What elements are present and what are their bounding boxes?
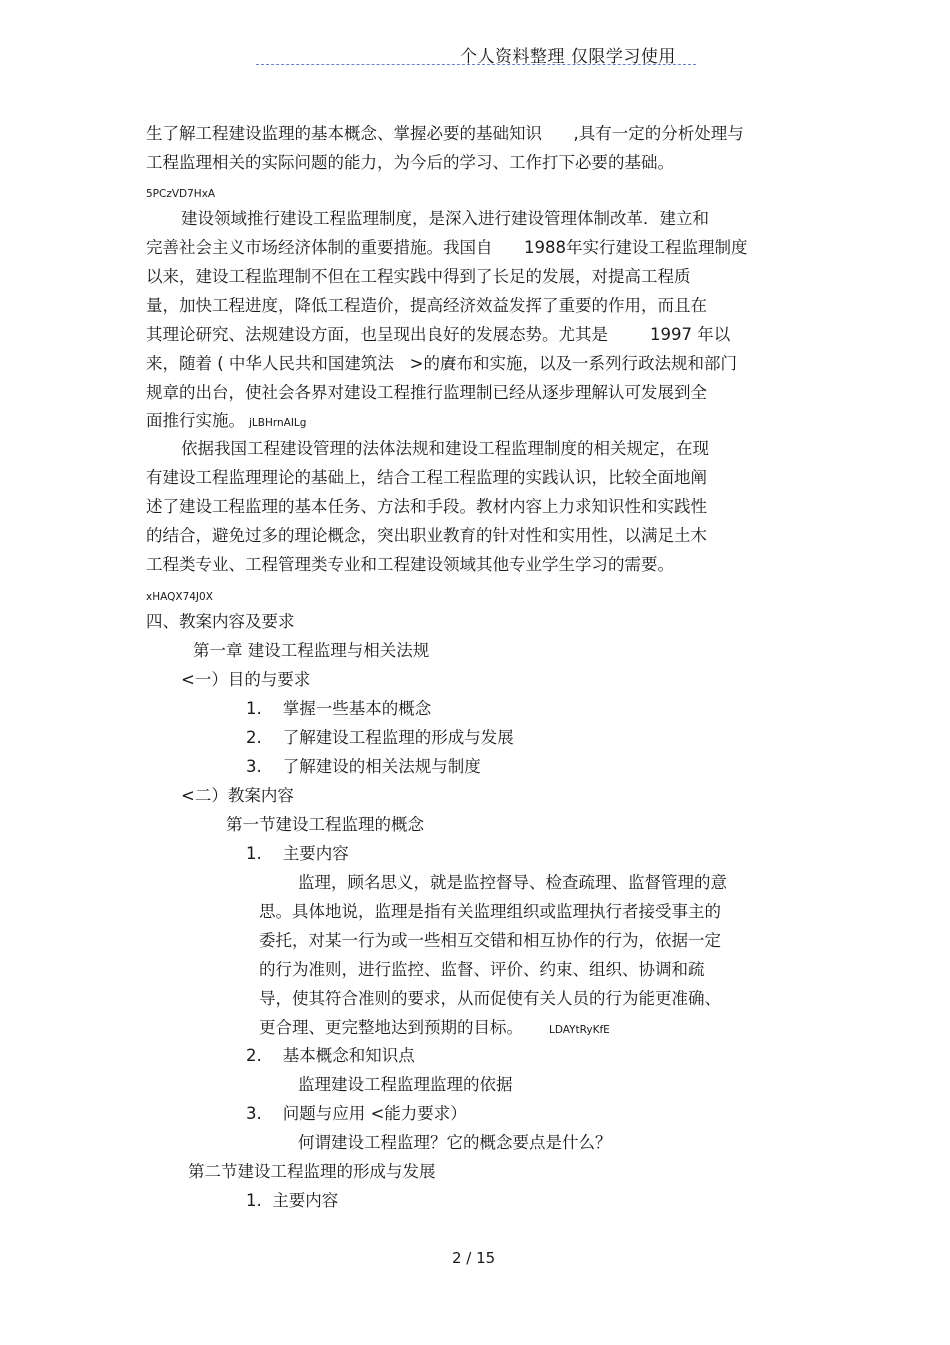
code-tag: 5PCzVD7HxA [146,188,216,200]
code-tag: xHAQX74J0X [146,591,213,603]
list-item: 2. 基本概念和知识点 [246,1046,415,1065]
text-line: 其理论研究、法规建设方面，也呈现出良好的发展态势。尤其是 1997 年以 [146,325,731,344]
list-item: 3. 了解建设的相关法规与制度 [246,757,481,776]
text-line [146,411,306,433]
text-line: 导，使其符合准则的要求，从而促使有关人员的行为能更准确、 [259,989,721,1008]
code-tag: jLBHrnAILg [249,417,307,429]
list-item: 1. 主要内容 [246,844,349,863]
text-line: 的行为准则，进行监控、监督、评价、约束、组织、协调和疏 [259,960,705,979]
page-number: 2 / 15 [452,1249,496,1267]
section-title: 第二节建设工程监理的形成与发展 [188,1162,436,1181]
text-line: 工程类专业、工程管理类专业和工程建设领域其他专业学生学习的需要。 [146,555,674,574]
text-line-body: 更合理、更完整地达到预期的目标。 [259,1018,523,1037]
page-header: 个人资料整理 仅限学习使用 [460,47,676,67]
subsection-heading: <二）教案内容 [181,786,294,805]
text-line: 思。具体地说，监理是指有关监理组织或监理执行者接受事主的 [259,902,721,921]
text-line: 有建设工程监理理论的基础上，结合工程工程监理的实践认识，比较全面地阐 [146,468,707,487]
subsection-heading: <一）目的与要求 [181,670,311,689]
text-line: 的结合，避免过多的理论概念，突出职业教育的针对性和实用性，以满足土木 [146,526,707,545]
list-item: 1. 掌握一些基本的概念 [246,699,432,718]
code-tag: LDAYtRyKfE [549,1024,610,1036]
section-heading: 四、教案内容及要求 [146,612,295,631]
text-line: 以来，建设工程监理制不但在工程实践中得到了长足的发展，对提高工程质 [146,267,691,286]
text-line: 监理建设工程监理监理的依据 [298,1075,513,1094]
text-line: 来，随着 ( 中华人民共和国建筑法 >的賡布和实施，以及一系列行政法规和部门 [146,354,737,373]
list-item: 3. 问题与应用 <能力要求） [246,1104,467,1123]
text-line: 述了建设工程监理的基本任务、方法和手段。教材内容上力求知识性和实践性 [146,497,707,516]
text-line: 何谓建设工程监理？它的概念要点是什么？ [298,1133,612,1152]
text-line: 建设领域推行建设工程监理制度，是深入进行建设管理体制改革．建立和 [181,209,709,228]
text-line: 量，加快工程进度，降低工程造价，提高经济效益发挥了重要的作用，而且在 [146,296,707,315]
list-item: 1. 主要内容 [246,1191,339,1210]
text-line [259,1018,610,1040]
text-line: 工程监理相关的实际问题的能力，为今后的学习、工作打下必要的基础。 [146,153,674,172]
text-line: 委托，对某一行为或一些相互交错和相互协作的行为，依据一定 [259,931,721,950]
header-rule [256,64,696,65]
text-line: 完善社会主义市场经济体制的重要措施。我国自 1988年实行建设工程监理制度 [146,238,748,257]
text-line: 监理，顾名思义，就是监控督导、检查疏理、监督管理的意 [298,873,727,892]
text-line: 规章的出台，使社会各界对建设工程推行监理制已经从逐步理解认可发展到全 [146,383,707,402]
text-line-body: 面推行实施。 [146,411,245,430]
text-line: 依据我国工程建设管理的法体法规和建设工程监理制度的相关规定，在现 [181,439,709,458]
list-item: 2. 了解建设工程监理的形成与发展 [246,728,514,747]
section-title: 第一节建设工程监理的概念 [226,815,424,834]
text-line: 生了解工程建设监理的基本概念、掌握必要的基础知识 ,具有一定的分析处理与 [146,124,744,143]
chapter-heading: 第一章 建设工程监理与相关法规 [193,641,430,660]
